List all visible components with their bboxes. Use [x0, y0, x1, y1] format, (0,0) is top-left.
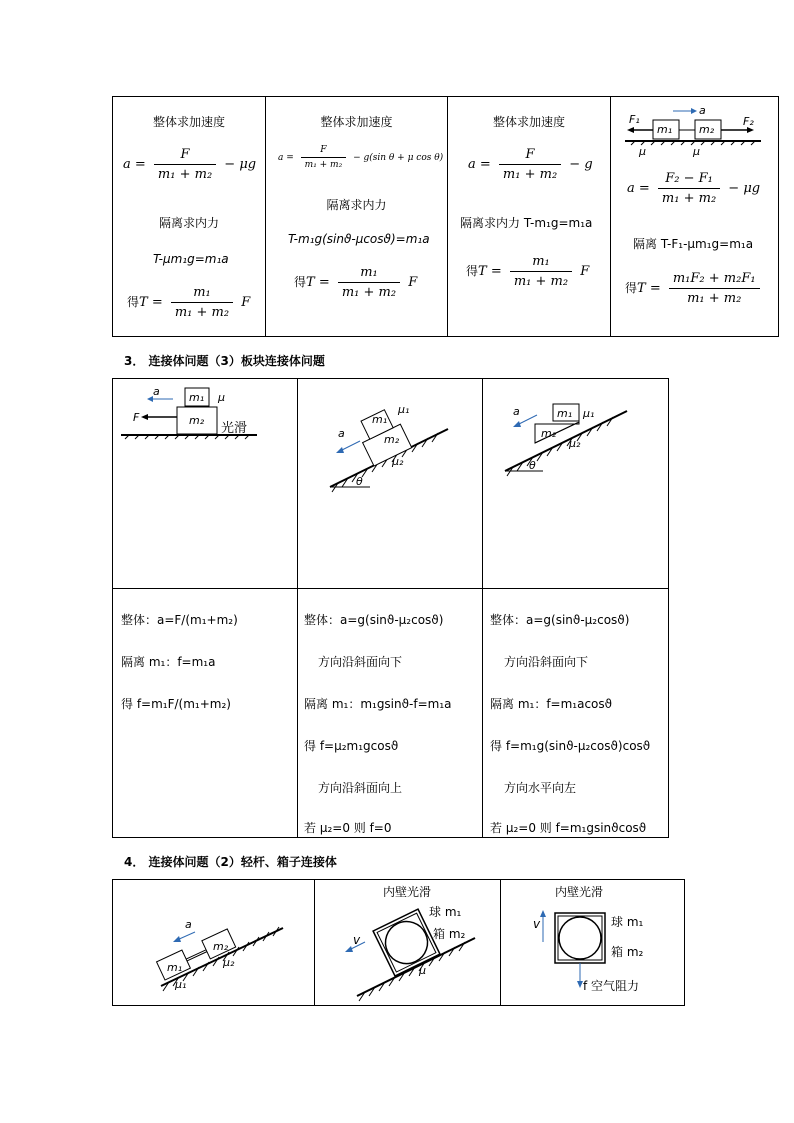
label-m1: m₁: [657, 123, 673, 136]
cell-whole-accel-vertical: [448, 97, 611, 337]
solution-line: 隔离 m₁：f=m₁a: [121, 655, 216, 669]
fig-incline-block-down: [483, 379, 669, 589]
label-ball: 球 m₁: [429, 905, 462, 919]
two-forces-figure: [611, 97, 778, 157]
incline-block-figure: [483, 379, 668, 499]
solution-line: 若 μ₂=0 则 f=m₁gsinϑcosϑ: [490, 821, 647, 835]
label-box: 箱 m₂: [433, 927, 466, 941]
isolate-equation: 隔离 T-F₁-μm₁g=m₁a: [633, 237, 754, 251]
accel-arrow: [517, 415, 537, 425]
accel-arrow: [340, 441, 360, 451]
label-mu1: μ₁: [175, 978, 187, 991]
tension-equation: T-μm₁g=m₁a: [153, 252, 229, 266]
light-rod: [186, 950, 206, 959]
label-mu: μ: [218, 391, 225, 404]
solution-incline-plate: [298, 589, 483, 838]
solution-incline-block: [483, 589, 669, 838]
label-f1: F₁: [629, 113, 640, 126]
label-mu1: μ₁: [583, 407, 595, 420]
solution-line: 整体：a=F/(m₁+m₂): [121, 613, 238, 627]
label-box: 箱 m₂: [611, 945, 644, 959]
fig-horizontal-plate: [113, 379, 298, 589]
label-theta: θ: [529, 459, 536, 472]
box-incline-figure: [315, 880, 500, 1004]
fig-box-vertical: [501, 880, 685, 1006]
label-smooth-wall: 内壁光滑: [555, 885, 604, 899]
section-3-heading: 3． 连接体问题（3）板块连接体问题: [124, 354, 325, 368]
label-v: v: [353, 933, 361, 947]
formula-table: [112, 96, 779, 337]
label-theta: θ: [356, 475, 363, 488]
label-a: a: [699, 104, 706, 117]
accel-formula: a = $\frac{F}{\text{m₁ + m₂}}$ − μg: [123, 147, 257, 182]
cell-whole-accel-friction: [113, 97, 266, 337]
label-smooth: 光滑: [221, 421, 248, 436]
label-v: v: [533, 917, 541, 931]
label-mu1: μ₁: [398, 403, 410, 416]
horizontal-plate-figure: [113, 379, 297, 459]
plate-block-table: [112, 378, 669, 838]
solution-line: 整体：a=g(sinϑ-μ₂cosϑ): [490, 613, 630, 627]
box-vertical-figure: [501, 880, 684, 1004]
fig-box-incline: [315, 880, 501, 1006]
solution-line: 方向水平向左: [504, 781, 577, 795]
incline-plate-figure: [298, 379, 482, 499]
ball-m1: [559, 917, 601, 959]
solution-line: 得 f=μ₂m₁gcosϑ: [304, 739, 399, 753]
label-m2: m₂: [213, 940, 229, 953]
label-a: a: [338, 427, 345, 440]
label-mu2: μ₂: [392, 455, 404, 468]
solution-line: 隔离 m₁：m₁gsinϑ-f=m₁a: [304, 697, 452, 711]
label-mu-left: μ: [639, 145, 646, 157]
label-mu2: μ₂: [223, 956, 235, 969]
label-mu2: μ₂: [569, 437, 581, 450]
cell-title: 整体求加速度: [152, 115, 225, 129]
rod-incline-figure: [113, 880, 314, 1004]
accel-formula: a = $\frac{\text{F₂ − F₁}}{\text{m₁ + m₂}}$ − μg: [627, 171, 761, 206]
isolate-equation: 隔离求内力 T-m₁g=m₁a: [460, 216, 593, 230]
label-a: a: [153, 385, 160, 398]
label-a: a: [513, 405, 520, 418]
cell-two-forces: [611, 97, 779, 337]
label-smooth-wall: 内壁光滑: [383, 885, 432, 899]
label-m2: m₂: [384, 433, 400, 446]
solution-line: 方向沿斜面向上: [318, 781, 403, 795]
label-m1: m₁: [167, 961, 183, 974]
label-mu: μ: [419, 964, 426, 977]
isolate-label: 隔离求内力: [326, 198, 387, 212]
solution-horizontal-plate: [113, 589, 298, 838]
solution-line: 得 f=m₁F/(m₁+m₂): [121, 697, 231, 711]
label-m1: m₁: [189, 391, 205, 404]
label-m2: m₂: [541, 427, 557, 440]
result-formula: 得T = $\frac{\text{m₁}}{\text{m₁ + m₂}}$ F: [127, 285, 251, 320]
solution-line: 若 μ₂=0 则 f=0: [304, 821, 392, 835]
result-formula: 得T = $\frac{\text{m₁}}{\text{m₁ + m₂}}$ F: [466, 254, 590, 289]
isolate-label: 隔离求内力: [158, 216, 219, 230]
accel-formula: a = $\frac{F}{\text{m₁ + m₂}}$ − g(sin θ + μ cos θ): [278, 145, 444, 170]
solution-line: 整体：a=g(sinϑ-μ₂cosϑ): [304, 613, 444, 627]
result-formula: 得T = $\frac{\text{m₁}}{\text{m₁ + m₂}}$ F: [294, 265, 418, 300]
result-formula: 得T = $\frac{\text{m₁F₂ + m₂F₁}}{\text{m₁ + m₂}}$: [625, 271, 764, 306]
solution-line: 隔离 m₁：f=m₁acosϑ: [490, 697, 613, 711]
accel-formula: a = $\frac{F}{\text{m₁ + m₂}}$ − g: [468, 147, 593, 182]
solution-line: 得 f=m₁g(sinϑ-μ₂cosϑ)cosϑ: [490, 739, 651, 753]
cell-title: 整体求加速度: [492, 115, 565, 129]
label-f2: F₂: [743, 115, 754, 128]
label-m2: m₂: [699, 123, 715, 136]
tension-equation: T-m₁g(sinϑ-μcosϑ)=m₁a: [288, 232, 430, 246]
label-m1: m₁: [557, 407, 573, 420]
label-ball: 球 m₁: [611, 915, 644, 929]
cell-title: 整体求加速度: [320, 115, 393, 129]
label-m1: m₁: [372, 413, 388, 426]
fig-rod-incline: [113, 880, 315, 1006]
label-f: F: [133, 411, 140, 424]
solution-line: 方向沿斜面向下: [504, 655, 589, 669]
label-mu-right: μ: [693, 145, 700, 157]
rod-box-table: [112, 879, 685, 1006]
label-a: a: [185, 918, 192, 931]
label-air-drag: f 空气阻力: [583, 979, 640, 993]
solution-line: 方向沿斜面向下: [318, 655, 403, 669]
label-m2: m₂: [189, 414, 205, 427]
cell-whole-accel-incline: [266, 97, 448, 337]
fig-incline-plate-down: [298, 379, 483, 589]
section-4-heading: 4． 连接体问题（2）轻杆、箱子连接体: [124, 855, 337, 869]
